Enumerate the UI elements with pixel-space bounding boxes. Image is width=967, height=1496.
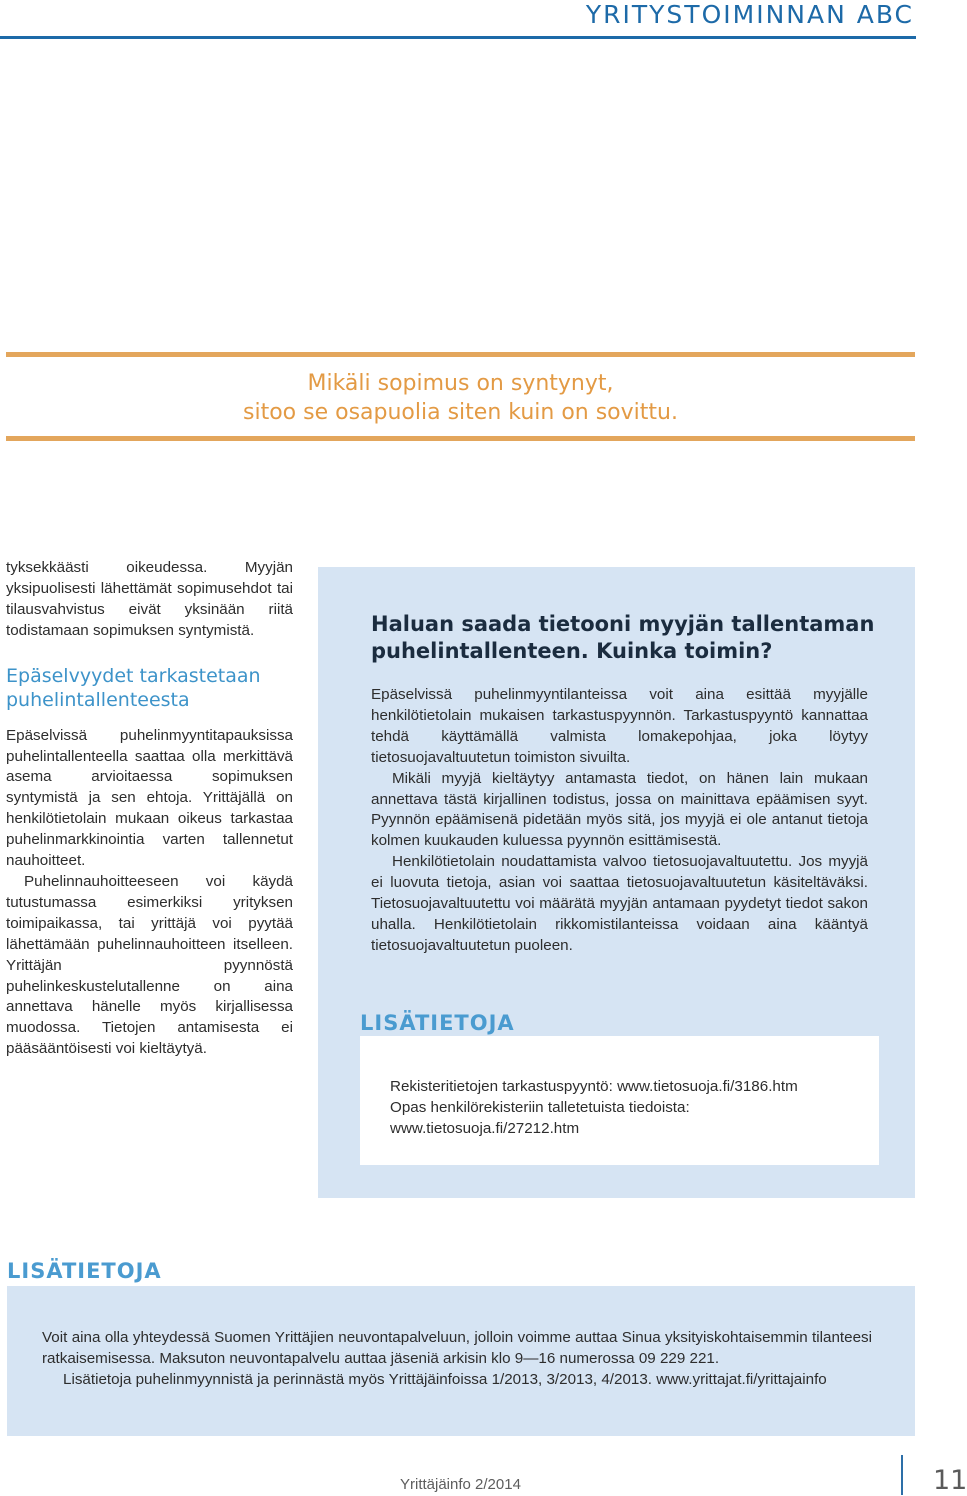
left-column (6, 558, 293, 1060)
info-box (318, 567, 915, 1198)
intro-paragraph: tyksekkäästi oikeudessa. Myyjän yksipuolisesti lähettämät sopimusehdot tai tilausvahvistus eivät yksinään riitä todistamaan sopimuksen syntymistä. (6, 559, 293, 639)
info-box-lisatietoja-heading: LISÄTIETOJA (360, 1011, 515, 1035)
bottom-info-text (42, 1327, 872, 1390)
pull-quote-line-2: sitoo se osapuolia siten kuin on sovittu. (243, 400, 678, 425)
footer-publication: Yrittäjäinfo 2/2014 (400, 1476, 521, 1493)
page-section-title: YRITYSTOIMINNAN ABC (585, 0, 914, 29)
header-rule (0, 36, 916, 39)
info-paragraph: Epäselvissä puhelinmyyntilanteissa voit aina esittää myyjälle henkilötietolain mukaisen tarkastuspyynnön. Tarkastuspyyntö kannattaa tehdä käyttämällä valmista lomakepohjaa, joka löytyy tietosuojavaltuutetun toimiston sivuilta. (371, 686, 868, 766)
pull-quote-line-1: Mikäli sopimus on syntynyt, (307, 371, 614, 396)
pull-quote (6, 360, 915, 436)
link-line: Opas henkilörekisteriin talletetuista tiedoista: www.tietosuoja.fi/27212.htm (390, 1099, 690, 1137)
bottom-paragraph: Voit aina olla yhteydessä Suomen Yrittäjien neuvontapalveluun, jolloin voimme auttaa Sinua yksityiskohtaisemmin tilanteesi ratkaisemisessa. Maksuton neuvontapalvelu auttaa jäseniä arkisin klo 9—16 numerossa 09 229 221. (42, 1329, 872, 1367)
quote-top-rule (6, 352, 915, 357)
body-paragraph: Puhelinnauhoitteeseen voi käydä tutustumassa esimerkiksi yrityksen toimipaikassa, tai yrittäjä voi pyytää lähettämään puhelinnauhoitteen itselleen. Yrittäjän pyynnöstä puhelinkeskustelutallenne on aina annettava hänelle myös kirjallisessa muodossa. Tietojen antamisesta ei pääsääntöisesti voi kieltäytyä. (6, 872, 293, 1058)
footer-separator (901, 1455, 903, 1495)
quote-bottom-rule (6, 436, 915, 441)
page-number: 11 (933, 1465, 967, 1496)
info-box-body (371, 685, 868, 957)
bottom-info-box (7, 1286, 915, 1436)
links-text (390, 1076, 860, 1139)
info-paragraph: Mikäli myyjä kieltäytyy antamasta tiedot, on hänen lain mukaan annettava tästä kirjallinen todistus, jossa on mainittava epäämisen syyt. Pyynnön epäämisenä pidetään myös sitä, jos myyjä ei ole antanut tietoja kolmen kuukauden kuluessa pyynnön esittämisestä. (371, 769, 868, 850)
info-box-title: Haluan saada tietooni myyjän tallentaman puhelintallenteen. Kuinka toimin? (371, 612, 875, 663)
body-paragraph: Epäselvissä puhelinmyyntitapauksissa puhelintallenteella saattaa olla merkittävä asema arvioitaessa sopimuksen syntymistä ja sen ehtoja. Yrittäjällä on henkilötietolain mukaan oikeus tarkastaa puhelinmarkkinointia varten tallennetut nauhoitteet. (6, 726, 293, 870)
info-box-links-panel (360, 1036, 879, 1165)
bottom-lisatietoja-heading: LISÄTIETOJA (7, 1259, 162, 1283)
info-paragraph: Henkilötietolain noudattamista valvoo tietosuojavaltuutettu. Jos myyjä ei luovuta tietoja, asian voi saattaa tietosuojavaltuutetun käsiteltäväksi. Tietosuojavaltuutettu voi määrätä myyjän antamaan pyydetyt tiedot sakon uhalla. Henkilötietolain rikkomistilanteissa voidaan aina kääntyä tietosuojavaltuutetun puoleen. (371, 853, 868, 954)
section-heading: Epäselvyydet tarkastetaan puhelintallenteesta (6, 664, 261, 711)
link-line: Rekisteritietojen tarkastuspyyntö: www.tietosuoja.fi/3186.htm (390, 1078, 798, 1095)
bottom-paragraph: Lisätietoja puhelinmyynnistä ja perinnästä myös Yrittäjäinfoissa 1/2013, 3/2013, 4/2013. www.yrittajat.fi/yrittajainfo (63, 1371, 827, 1388)
